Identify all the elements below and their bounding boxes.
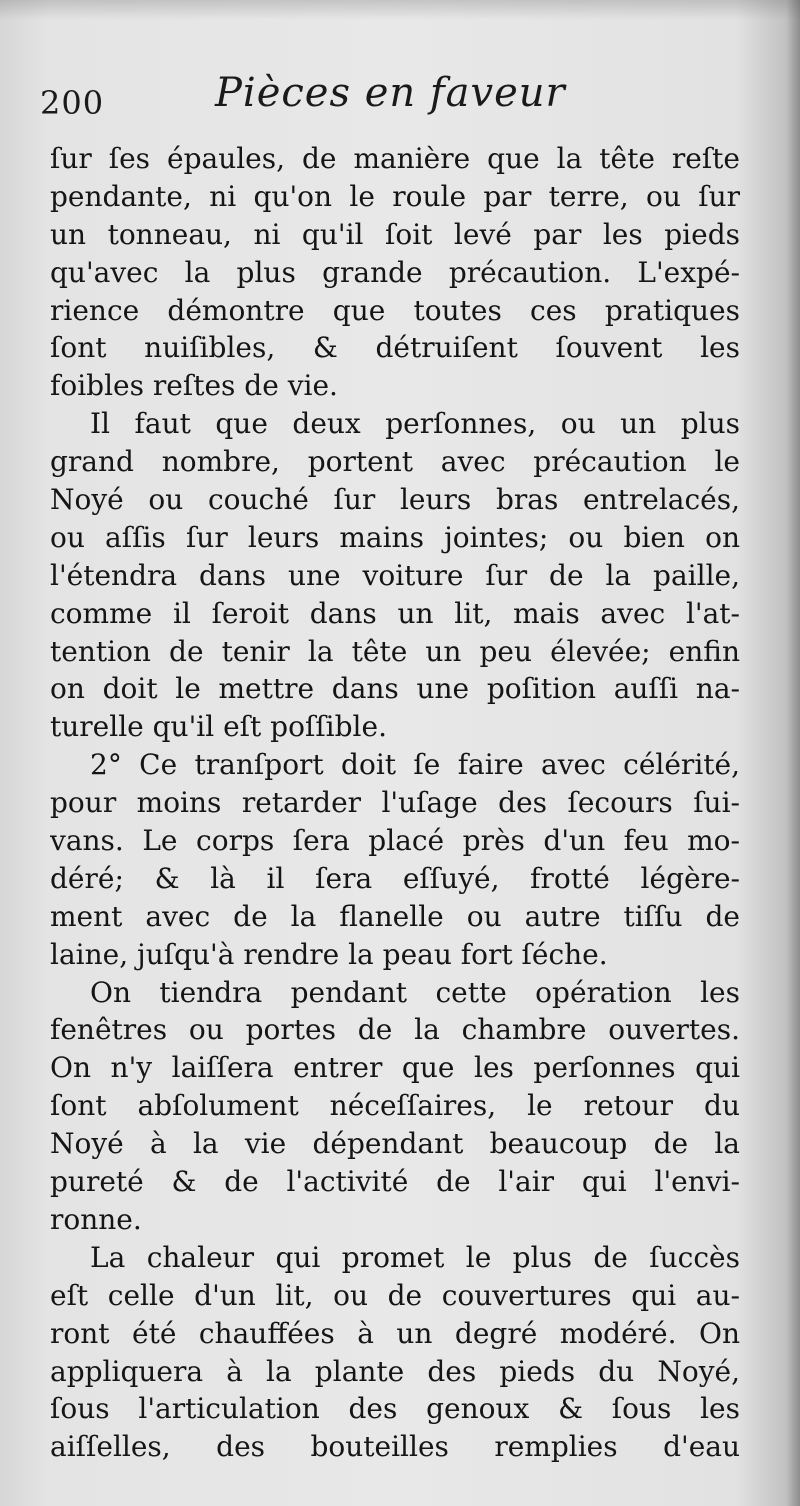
text-line: qu'avec la plus grande précaution. L'expé- [50,255,740,289]
text-line: grand nombre, portent avec précaution le [50,445,740,479]
text-line: l'étendra dans une voiture ſur de la paille, [50,558,740,592]
text-line: ſont abſolument néceſſaires, le retour du [50,1089,740,1123]
text-line: ſous l'articulation des genoux & ſous les [50,1392,740,1426]
text-line: ou aſſis ſur leurs mains jointes; ou bien on [50,520,740,554]
text-line: on doit le mettre dans une poſition auſſi na- [50,672,740,706]
text-line: laine, juſqu'à rendre la peau fort ſéche. [50,937,608,971]
paragraph-start-line: 2° Ce tranſport doit ſe faire avec célérité, [90,748,740,782]
text-line: On n'y laiſſera entrer que les perſonnes qui [50,1051,740,1085]
text-line: fenêtres ou portes de la chambre ouvertes. [50,1013,740,1047]
text-line: Noyé à la vie dépendant beaucoup de la [50,1127,740,1161]
paragraph-start-line: La chaleur qui promet le plus de ſuccès [90,1240,740,1274]
text-line: eſt celle d'un lit, ou de couvertures qui au- [50,1278,740,1312]
text-line: pendante, ni qu'on le roule par terre, ou ſur [50,179,740,213]
text-line: appliquera à la plante des pieds du Noyé, [50,1354,740,1388]
paragraph-start-line: On tiendra pendant cette opération les [90,975,740,1009]
text-line: vans. Le corps ſera placé près d'un feu mo- [50,824,740,858]
text-line: turelle qu'il eſt poſſible. [50,710,387,744]
text-line: ronne. [50,1202,142,1236]
text-line: déré; & là il ſera eſſuyé, frotté légère- [50,861,740,895]
body-text [50,140,740,1466]
text-line: aiſſelles, des bouteilles remplies d'eau [50,1430,740,1464]
text-line: pureté & de l'activité de l'air qui l'envi- [50,1165,740,1199]
page-edge-shadow [786,0,800,1506]
page-top-shadow [0,0,800,20]
text-line: foibles reſtes de vie. [50,369,338,403]
text-line: ment avec de la flanelle ou autre tiſſu de [50,899,740,933]
text-line: Noyé ou couché ſur leurs bras entrelacés, [50,483,740,517]
text-line: ſur ſes épaules, de manière que la tête reſte [50,142,740,175]
text-line: pour moins retarder l'uſage des ſecours ſui- [50,786,740,820]
running-title: Pièces en faveur [215,70,566,116]
text-line: rience démontre que toutes ces pratiques [50,293,740,327]
text-line: tention de tenir la tête un peu élevée; enfin [50,634,740,668]
page-number: 200 [40,84,105,122]
text-line: ront été chauffées à un degré modéré. On [50,1316,740,1350]
text-line: un tonneau, ni qu'il ſoit levé par les pieds [50,217,740,251]
text-line: ſont nuiſibles, & détruiſent ſouvent les [50,331,740,365]
running-head [40,70,760,130]
paragraph-start-line: Il faut que deux perſonnes, ou un plus [90,407,740,441]
text-line: comme il ſeroit dans un lit, mais avec l'at- [50,596,740,630]
